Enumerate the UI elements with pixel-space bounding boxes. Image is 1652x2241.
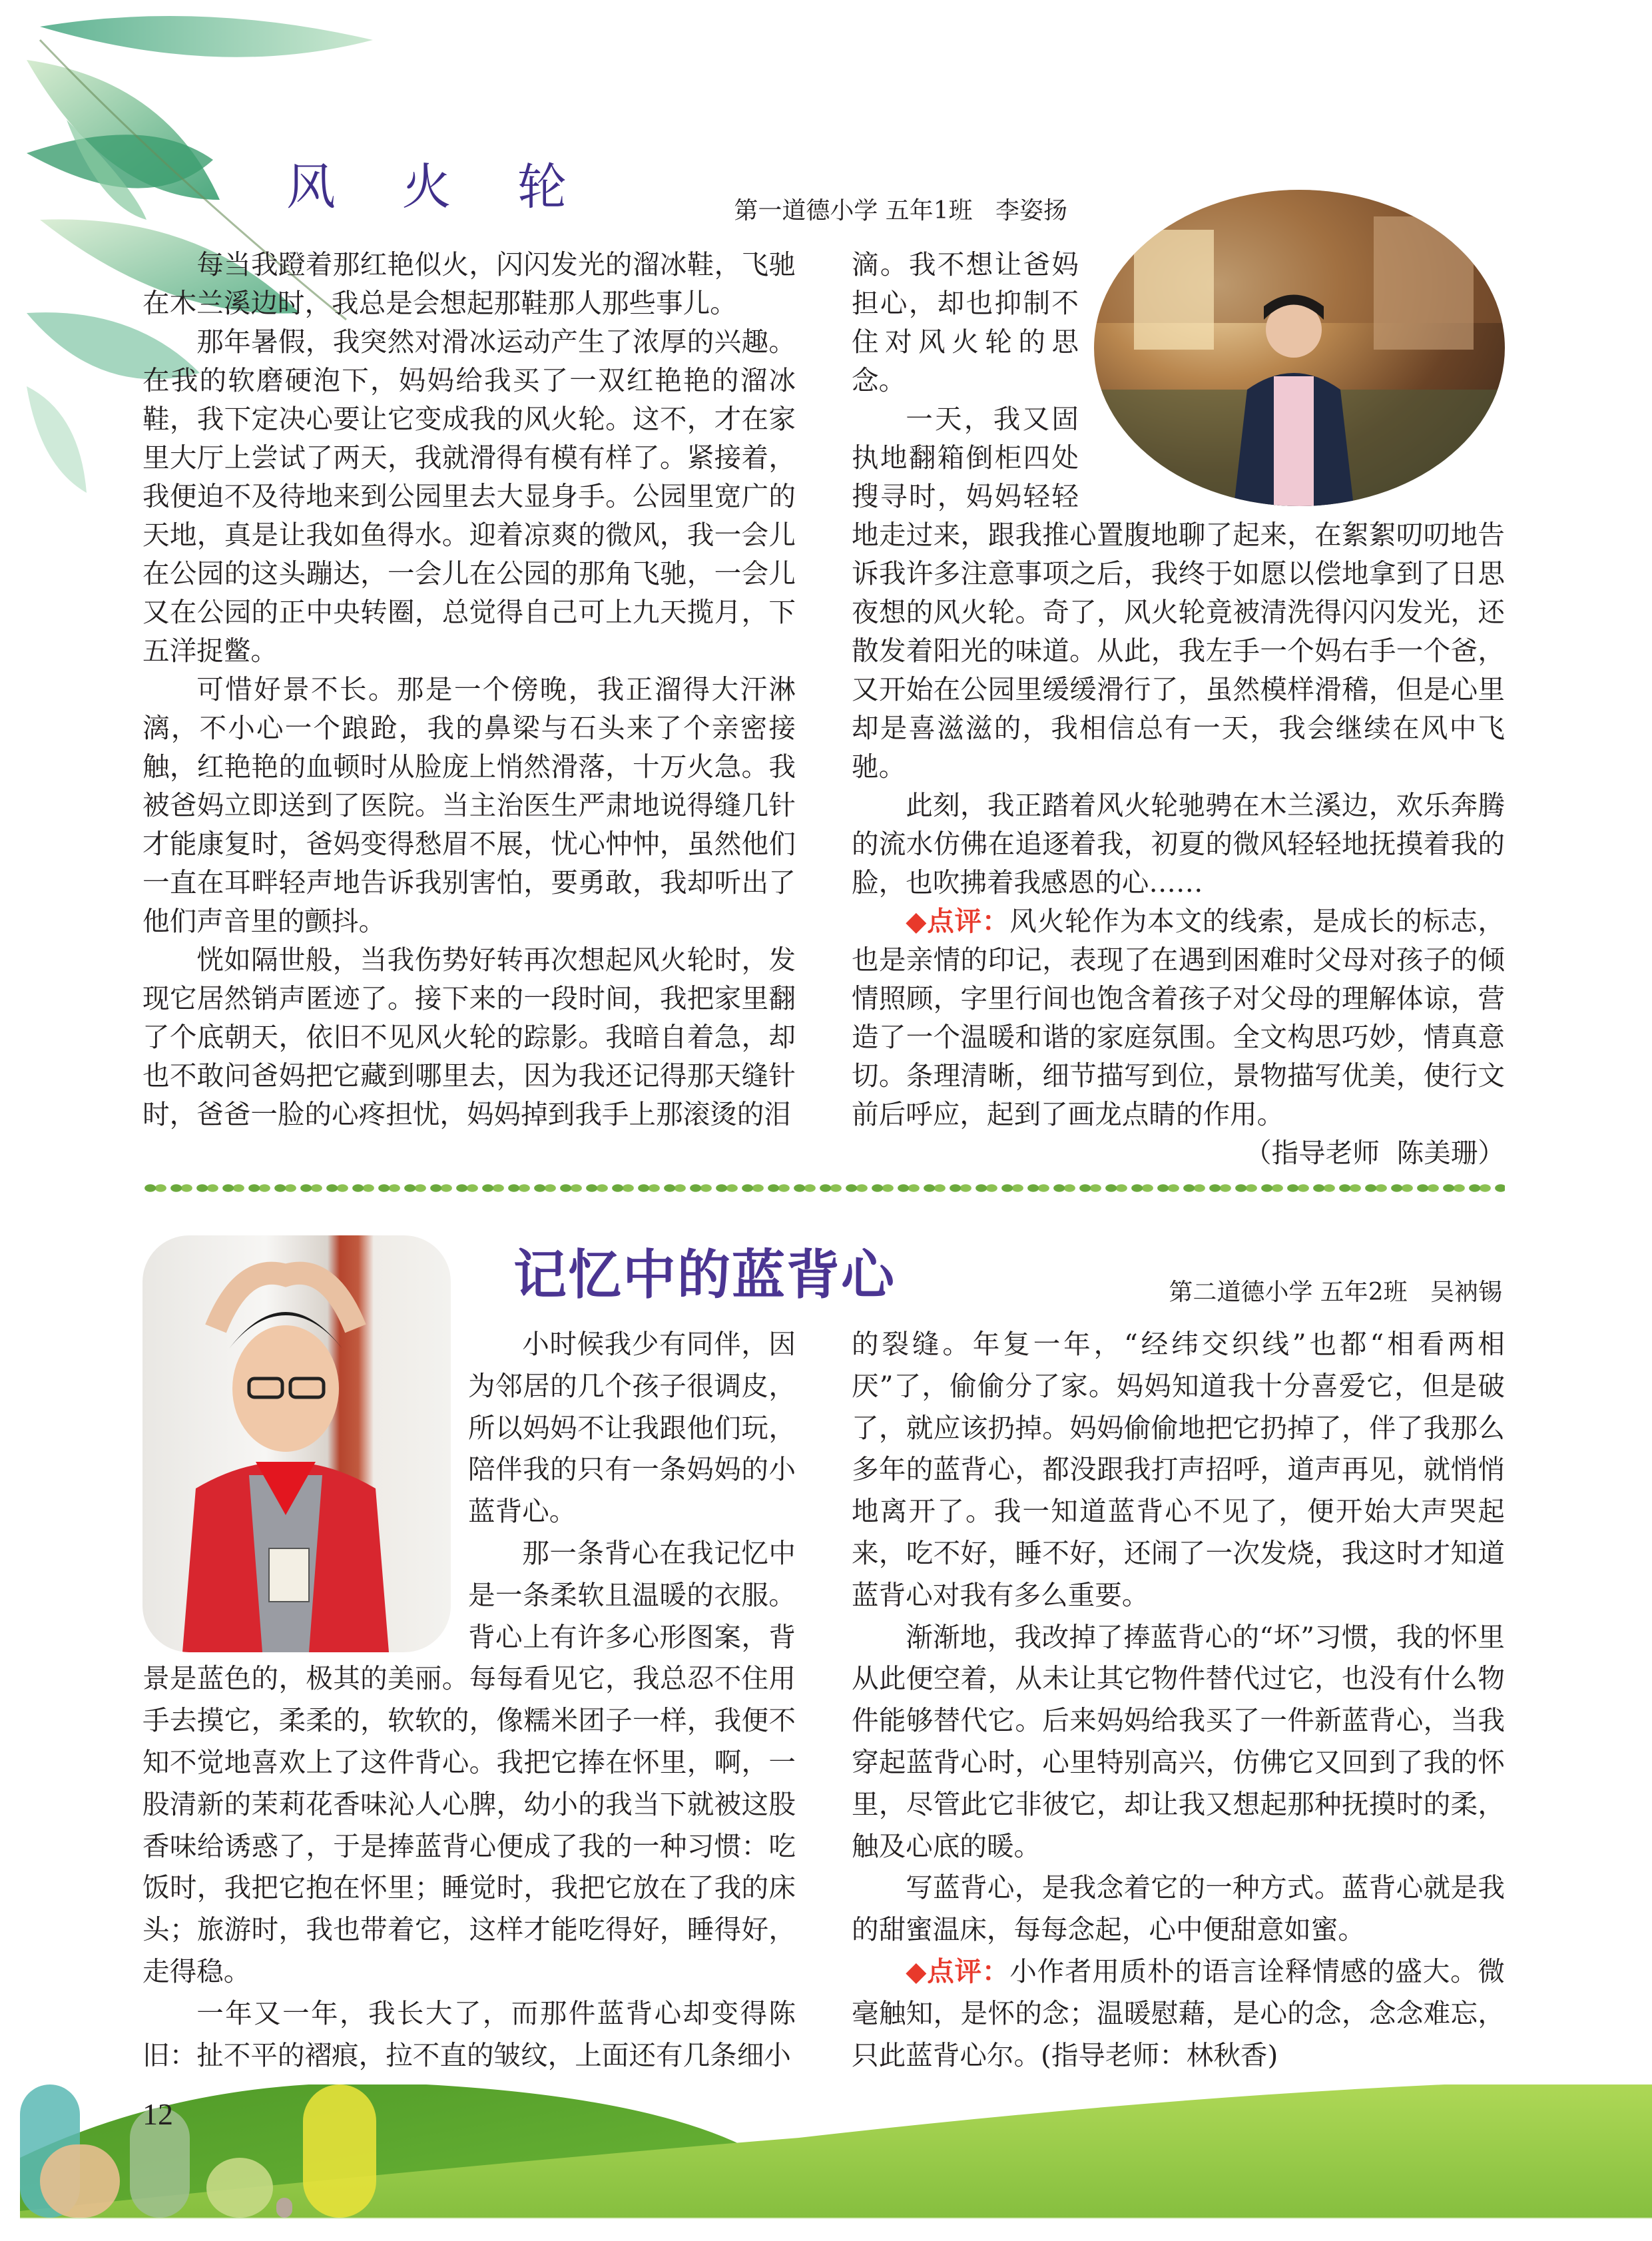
paragraph: 的裂缝。年复一年，“经纬交织线”也都“相看两相厌”了，偷偷分了家。妈妈知道我十分喜爱它，但是破了，就应该扔掉。妈妈偷偷地把它扔掉了，伴了我那么多年的蓝背心，都没跟我打声招呼，道声再见，就悄悄地离开了。我一知道蓝背心不见了，便开始大声哭起来，吃不好，睡不好，还闹了一次发烧，我这时才知道蓝背心对我有多么重要。 [852, 1328, 1505, 1611]
article-column-right [852, 1323, 1505, 2076]
paragraph: 恍如隔世般，当我伤势好转再次想起风火轮时，发现它居然销声匿迹了。接下来的一段时间，我把家里翻了个底朝天，依旧不见风火轮的踪影。我暗自着急，却也不敢问爸妈把它藏到哪里去，因为我还记得那天缝针时，爸爸一脸的心疼担忧，妈妈掉到我手上那滚烫的泪 [142, 944, 796, 1130]
paragraph: 写蓝背心，是我念着它的一种方式。蓝背心就是我的甜蜜温床，每每念起，心中便甜意如蜜。 [852, 1871, 1505, 1946]
article-title: 记忆中的蓝背心 [513, 1244, 896, 1306]
paragraph: 一年又一年，我长大了，而那件蓝背心却变得陈旧：扯不平的褶痕，拉不直的皱纹，上面还有几条细小 [142, 1997, 796, 2071]
paragraph: 那年暑假，我突然对滑冰运动产生了浓厚的兴趣。在我的软磨硬泡下，妈妈给我买了一双红艳艳的溜冰鞋，我下定决心要让它变成我的风火轮。这不，才在家里大厅上尝试了两天，我就滑得有模有样了。紧接着，我便迫不及待地来到公园里去大显身手。公园里宽广的天地，真是让我如鱼得水。迎着凉爽的微风，我一会儿在公园的这头蹦达，一会儿在公园的那角飞驰，一会儿又在公园的正中央转圈，总觉得自己可上九天揽月，下五洋捉鳖。 [142, 326, 796, 667]
comment-text: 风火轮作为本文的线索，是成长的标志，也是亲情的印记，表现了在遇到困难时父母对孩子的倾情照顾，字里行间也饱含着孩子对父母的理解体谅，营造了一个温暖和谐的家庭氛围。全文构思巧妙，情真意切。条理清晰，细节描写到位，景物描写优美，使行文前后呼应，起到了画龙点睛的作用。 [852, 905, 1506, 1130]
article-column-right [852, 245, 1505, 1172]
paragraph: 滴。我不想让爸妈担心，却也抑制不住对风火轮的思念。 [852, 248, 1079, 396]
paragraph: 每当我蹬着那红艳似火，闪闪发光的溜冰鞋，飞驰在木兰溪边时，我总是会想起那鞋那人那些事儿。 [142, 248, 796, 319]
teacher-credit: （指导老师 陈美珊） [852, 1133, 1505, 1172]
teacher-comment [852, 902, 1505, 1133]
comment-text: 小作者用质朴的语言诠释情感的盛大。微毫触知，是怀的念；温暖慰藉，是心的念，念念难忘，只此蓝背心尔。(指导老师：林秋香) [852, 1955, 1506, 2071]
article-title: 风 火 轮 [286, 159, 593, 216]
comment-label: 点评： [927, 905, 1010, 937]
article-byline: 第一道德小学 五年1班 李姿扬 [734, 197, 1067, 224]
paragraph: 小时候我少有同伴，因为邻居的几个孩子很调皮，所以妈妈不让我跟他们玩，陪伴我的只有一条妈妈的小蓝背心。 [468, 1328, 796, 1528]
paragraph: 一天，我又固执地翻箱倒柜四处搜寻时，妈妈轻轻地走过来，跟我推心置腹地聊了起来，在絮絮叨叨地告诉我许多注意事项之后，我终于如愿以偿地拿到了日思夜想的风火轮。奇了，风火轮竟被清洗得闪闪发光，还散发着阳光的味道。从此，我左手一个妈右手一个爸，又开始在公园里缓缓滑行了，虽然模样滑稽，但是心里却是喜滋滋的，我相信总有一天，我会继续在风中飞驰。 [852, 403, 1505, 783]
paragraph: 渐渐地，我改掉了捧蓝背心的“坏”习惯，我的怀里从此便空着，从未让其它物件替代过它，也没有什么物件能够替代它。后来妈妈给我买了一件新蓝背心，当我穿起蓝背心时，心里特别高兴，仿佛它又回到了我的怀里，尽管此它非彼它，却让我又想起那种抚摸时的柔，触及心底的暖。 [852, 1620, 1505, 1862]
paragraph: 那一条背心在我记忆中是一条柔软且温暖的衣服。背心上有许多心形图案，背景是蓝色的，极其的美丽。每每看见它，我总忍不住用手去摸它，柔柔的，软软的，像糯米团子一样，我便不知不觉地喜欢上了这件背心。我把它捧在怀里，啊，一股清新的茉莉花香味沁人心脾，幼小的我当下就被这股香味给诱惑了，于是捧蓝背心便成了我的一种习惯：吃饭时，我把它抱在怀里；睡觉时，我把它放在了我的床头；旅游时，我也带着它，这样才能吃得好，睡得好，走得稳。 [142, 1536, 796, 1987]
paragraph: 可惜好景不长。那是一个傍晚，我正溜得大汗淋漓，不小心一个踉跄，我的鼻梁与石头来了个亲密接触，红艳艳的血顿时从脸庞上悄然滑落，十万火急。我被爸妈立即送到了医院。当主治医生严肃地说得缝几针才能康复时，爸妈变得愁眉不展，忧心忡忡，虽然他们一直在耳畔轻声地告诉我别害怕，要勇敢，我却听出了他们声音里的颤抖。 [142, 673, 796, 937]
section-divider [142, 1182, 1505, 1194]
comment-label: 点评： [927, 1955, 1010, 1987]
grass-hill-decoration [0, 2084, 1652, 2241]
teacher-comment [852, 1951, 1505, 2076]
article-column-left [142, 245, 796, 1133]
diamond-icon: ◆ [906, 905, 928, 937]
article-column-left [142, 1323, 796, 2076]
page-number: 12 [142, 2097, 173, 2131]
diamond-icon: ◆ [906, 1955, 928, 1987]
paragraph: 此刻，我正踏着风火轮驰骋在木兰溪边，欢乐奔腾的流水仿佛在追逐着我，初夏的微风轻轻地抚摸着我的脸，也吹拂着我感恩的心…… [852, 789, 1505, 898]
article-byline: 第二道德小学 五年2班 吴衲锡 [1169, 1279, 1502, 1306]
